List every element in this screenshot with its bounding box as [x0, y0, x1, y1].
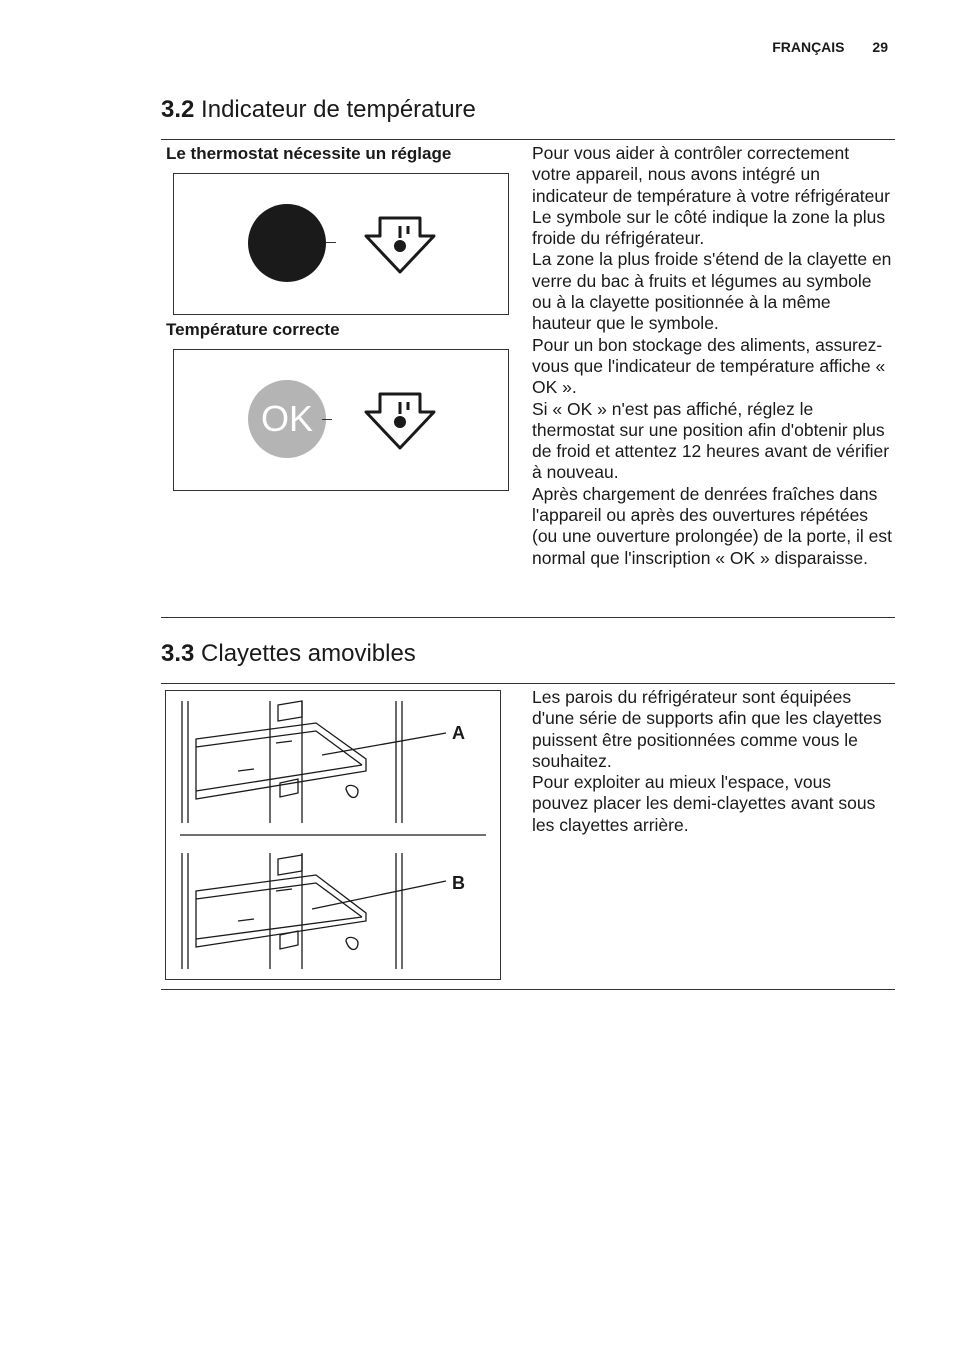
language-label: FRANÇAIS: [772, 39, 845, 55]
section-rule: [161, 683, 895, 684]
section-number: 3.2: [161, 96, 195, 123]
section-title-text: Indicateur de température: [201, 96, 476, 123]
shelves-figure: [165, 690, 501, 980]
figure-label-a: A: [452, 723, 465, 743]
section-title-text: Clayettes amovibles: [201, 640, 416, 667]
label-thermostat-adjust: Le thermostat nécessite un réglage: [166, 144, 452, 163]
connector-line: [322, 419, 332, 420]
cold-zone-icon: [362, 390, 438, 452]
paragraph: Le symbole sur le côté indique la zone la plus froide du réfrigérateur.: [532, 206, 886, 249]
paragraph: Pour un bon stockage des aliments, assurez-vous que l'indicateur de température affiche « OK ».: [532, 334, 886, 398]
section-3-3-text: [532, 687, 892, 836]
cold-zone-icon: [362, 214, 438, 276]
indicator-figure-correct: [173, 349, 509, 491]
shelves-illustration: [166, 691, 500, 979]
indicator-dial-ok: [248, 380, 326, 458]
section-title-3-3: [161, 640, 416, 668]
section-3-2-text: [532, 143, 892, 569]
indicator-dial-dark: [248, 204, 326, 282]
page-number: 29: [872, 39, 888, 55]
section-rule: [161, 989, 895, 990]
paragraph: Pour vous aider à contrôler correctement votre appareil, nous avons intégré un indicateur de température à votre réfrigérateur: [532, 143, 890, 206]
paragraph: Après chargement de denrées fraîches dans l'appareil ou après des ouvertures répétées (ou une ouverture prolongée) de la porte, il est normal que l'inscription « OK » disparaisse.: [532, 483, 892, 568]
dial-ok-text: OK: [260, 398, 313, 439]
indicator-figure-adjust: [173, 173, 509, 315]
section-rule: [161, 139, 895, 140]
section-title-3-2: [161, 96, 476, 124]
section-number: 3.3: [161, 640, 195, 667]
connector-line: [326, 242, 336, 243]
figure-label-b: B: [452, 873, 465, 893]
paragraph: La zone la plus froide s'étend de la clayette en verre du bac à fruits et légumes au symbole ou à la clayette positionnée à la même hauteur que le symbole.: [532, 249, 892, 334]
page-header: [748, 39, 888, 55]
paragraph: Les parois du réfrigérateur sont équipées d'une série de supports afin que les clayettes puissent être positionnées comme vous le souhaitez.: [532, 687, 882, 771]
section-rule: [161, 617, 895, 618]
paragraph: Pour exploiter au mieux l'espace, vous pouvez placer les demi-clayettes avant sous les clayettes arrière.: [532, 772, 876, 835]
label-temperature-correct: Température correcte: [166, 320, 340, 339]
paragraph: Si « OK » n'est pas affiché, réglez le thermostat sur une position afin d'obtenir plus de froid et attentez 12 heures avant de vérifier à nouveau.: [532, 398, 890, 483]
